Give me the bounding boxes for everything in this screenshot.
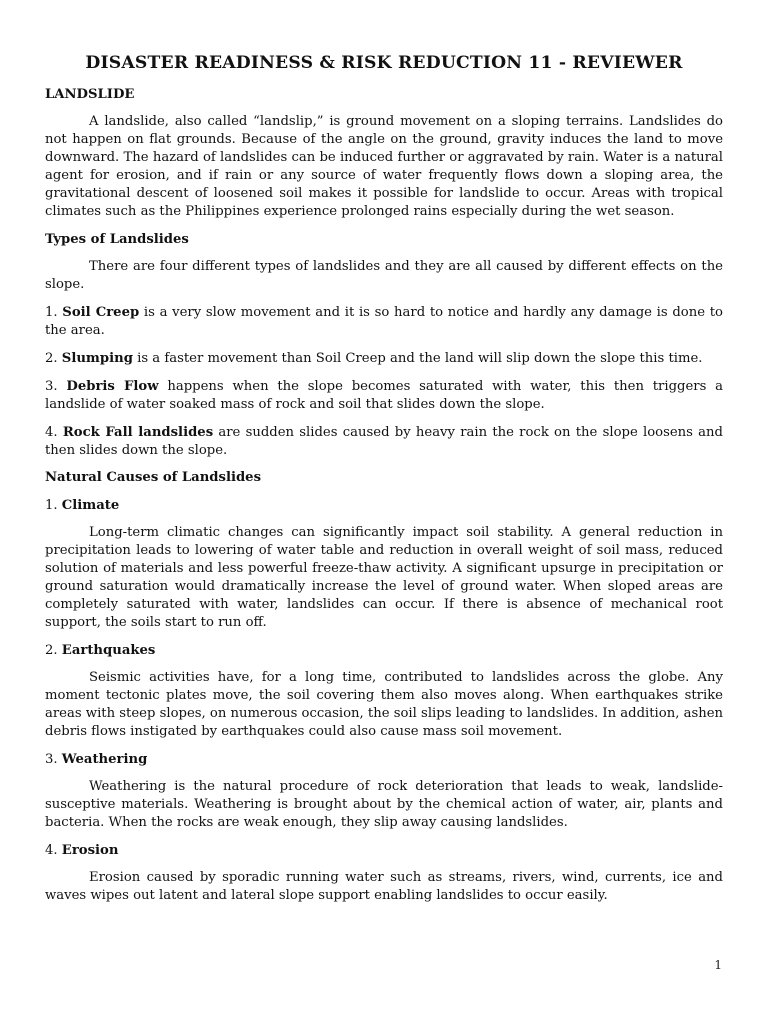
type-item-debris-flow <box>45 378 723 414</box>
type-description: is a very slow movement and it is so hard to notice and hardly any damage is done to the area. <box>45 305 723 338</box>
cause-term: Erosion <box>61 843 119 858</box>
cause-heading-earthquakes <box>45 642 723 660</box>
type-description: are sudden slides caused by heavy rain the rock on the slope loosens and then slides down the slope. <box>45 425 723 458</box>
cause-term: Weathering <box>61 752 148 767</box>
causes-heading: Natural Causes of Landslides <box>45 470 261 485</box>
cause-heading-weathering <box>45 751 723 769</box>
cause-paragraph-weathering: Weathering is the natural procedure of rock deterioration that leads to weak, landslide-susceptive materials. Weathering is brought about by the chemical action of water, air, plants and bacteria. When the rocks are weak enough, they slip away causing landslides. <box>45 779 723 830</box>
cause-paragraph-earthquakes: Seismic activities have, for a long time, contributed to landslides across the globe. Any moment tectonic plates move, the soil covering them also moves along. When earthquakes strike areas with steep slopes, on numerous occasion, the soil slips leading to landslides. In addition, ashen debris flows instigated by earthquakes could also cause mass soil movement. <box>45 670 723 739</box>
intro-paragraph: A landslide, also called “landslip,” is ground movement on a sloping terrains. Landslides do not happen on flat grounds. Because of the angle on the ground, gravity induces the land to move downward. The hazard of landslides can be induced further or aggravated by rain. Water is a natural agent for erosion, and if rain or any source of water frequently flows down a sloping area, the gravitational descent of loosened soil makes it possible for landslide to occur. Areas with tropical climates such as the Philippines experience prolonged rains especially during the wet season. <box>45 114 723 219</box>
list-number: 3. <box>45 752 58 767</box>
type-item-soil-creep <box>45 304 723 340</box>
cause-term: Earthquakes <box>61 643 156 658</box>
cause-term: Climate <box>61 498 120 513</box>
type-term: Soil Creep <box>62 305 140 320</box>
type-item-slumping <box>45 350 723 368</box>
type-description: happens when the slope becomes saturated with water, this then triggers a landslide of water soaked mass of rock and soil that slides down the slope. <box>45 379 723 412</box>
type-item-rock-fall <box>45 424 723 460</box>
type-term: Rock Fall landslides <box>62 425 214 440</box>
list-number: 2. <box>45 643 58 658</box>
list-number: 3. <box>45 379 58 394</box>
type-description: is a faster movement than Soil Creep and the land will slip down the slope this time. <box>137 351 703 366</box>
cause-paragraph-climate: Long-term climatic changes can significantly impact soil stability. A general reduction in precipitation leads to lowering of water table and reduction in overall weight of soil mass, reduced solution of materials and less powerful freeze-thaw activity. A significant upsurge in precipitation or ground saturation would dramatically increase the level of ground water. When sloped areas are completely saturated with water, landslides can occur. If there is absence of mechanical root support, the soils start to run off. <box>45 525 723 630</box>
document-body <box>45 86 723 905</box>
list-number: 1. <box>45 305 58 320</box>
document-title: DISASTER READINESS & RISK REDUCTION 11 - REVIEWER <box>85 53 683 73</box>
cause-heading-climate <box>45 497 723 515</box>
cause-heading-erosion <box>45 842 723 860</box>
list-number: 4. <box>45 843 58 858</box>
cause-paragraph-erosion: Erosion caused by sporadic running water such as streams, rivers, wind, currents, ice and waves wipes out latent and lateral slope support enabling landslides to occur easily. <box>45 870 723 903</box>
type-term: Debris Flow <box>66 379 159 394</box>
list-number: 2. <box>45 351 58 366</box>
types-heading: Types of Landslides <box>45 232 189 247</box>
type-term: Slumping <box>61 351 133 366</box>
types-intro-paragraph: There are four different types of landslides and they are all caused by different effects on the slope. <box>45 259 723 292</box>
page-number: 1 <box>714 958 722 972</box>
list-number: 4. <box>45 425 58 440</box>
section-title: LANDSLIDE <box>45 87 135 102</box>
list-number: 1. <box>45 498 58 513</box>
